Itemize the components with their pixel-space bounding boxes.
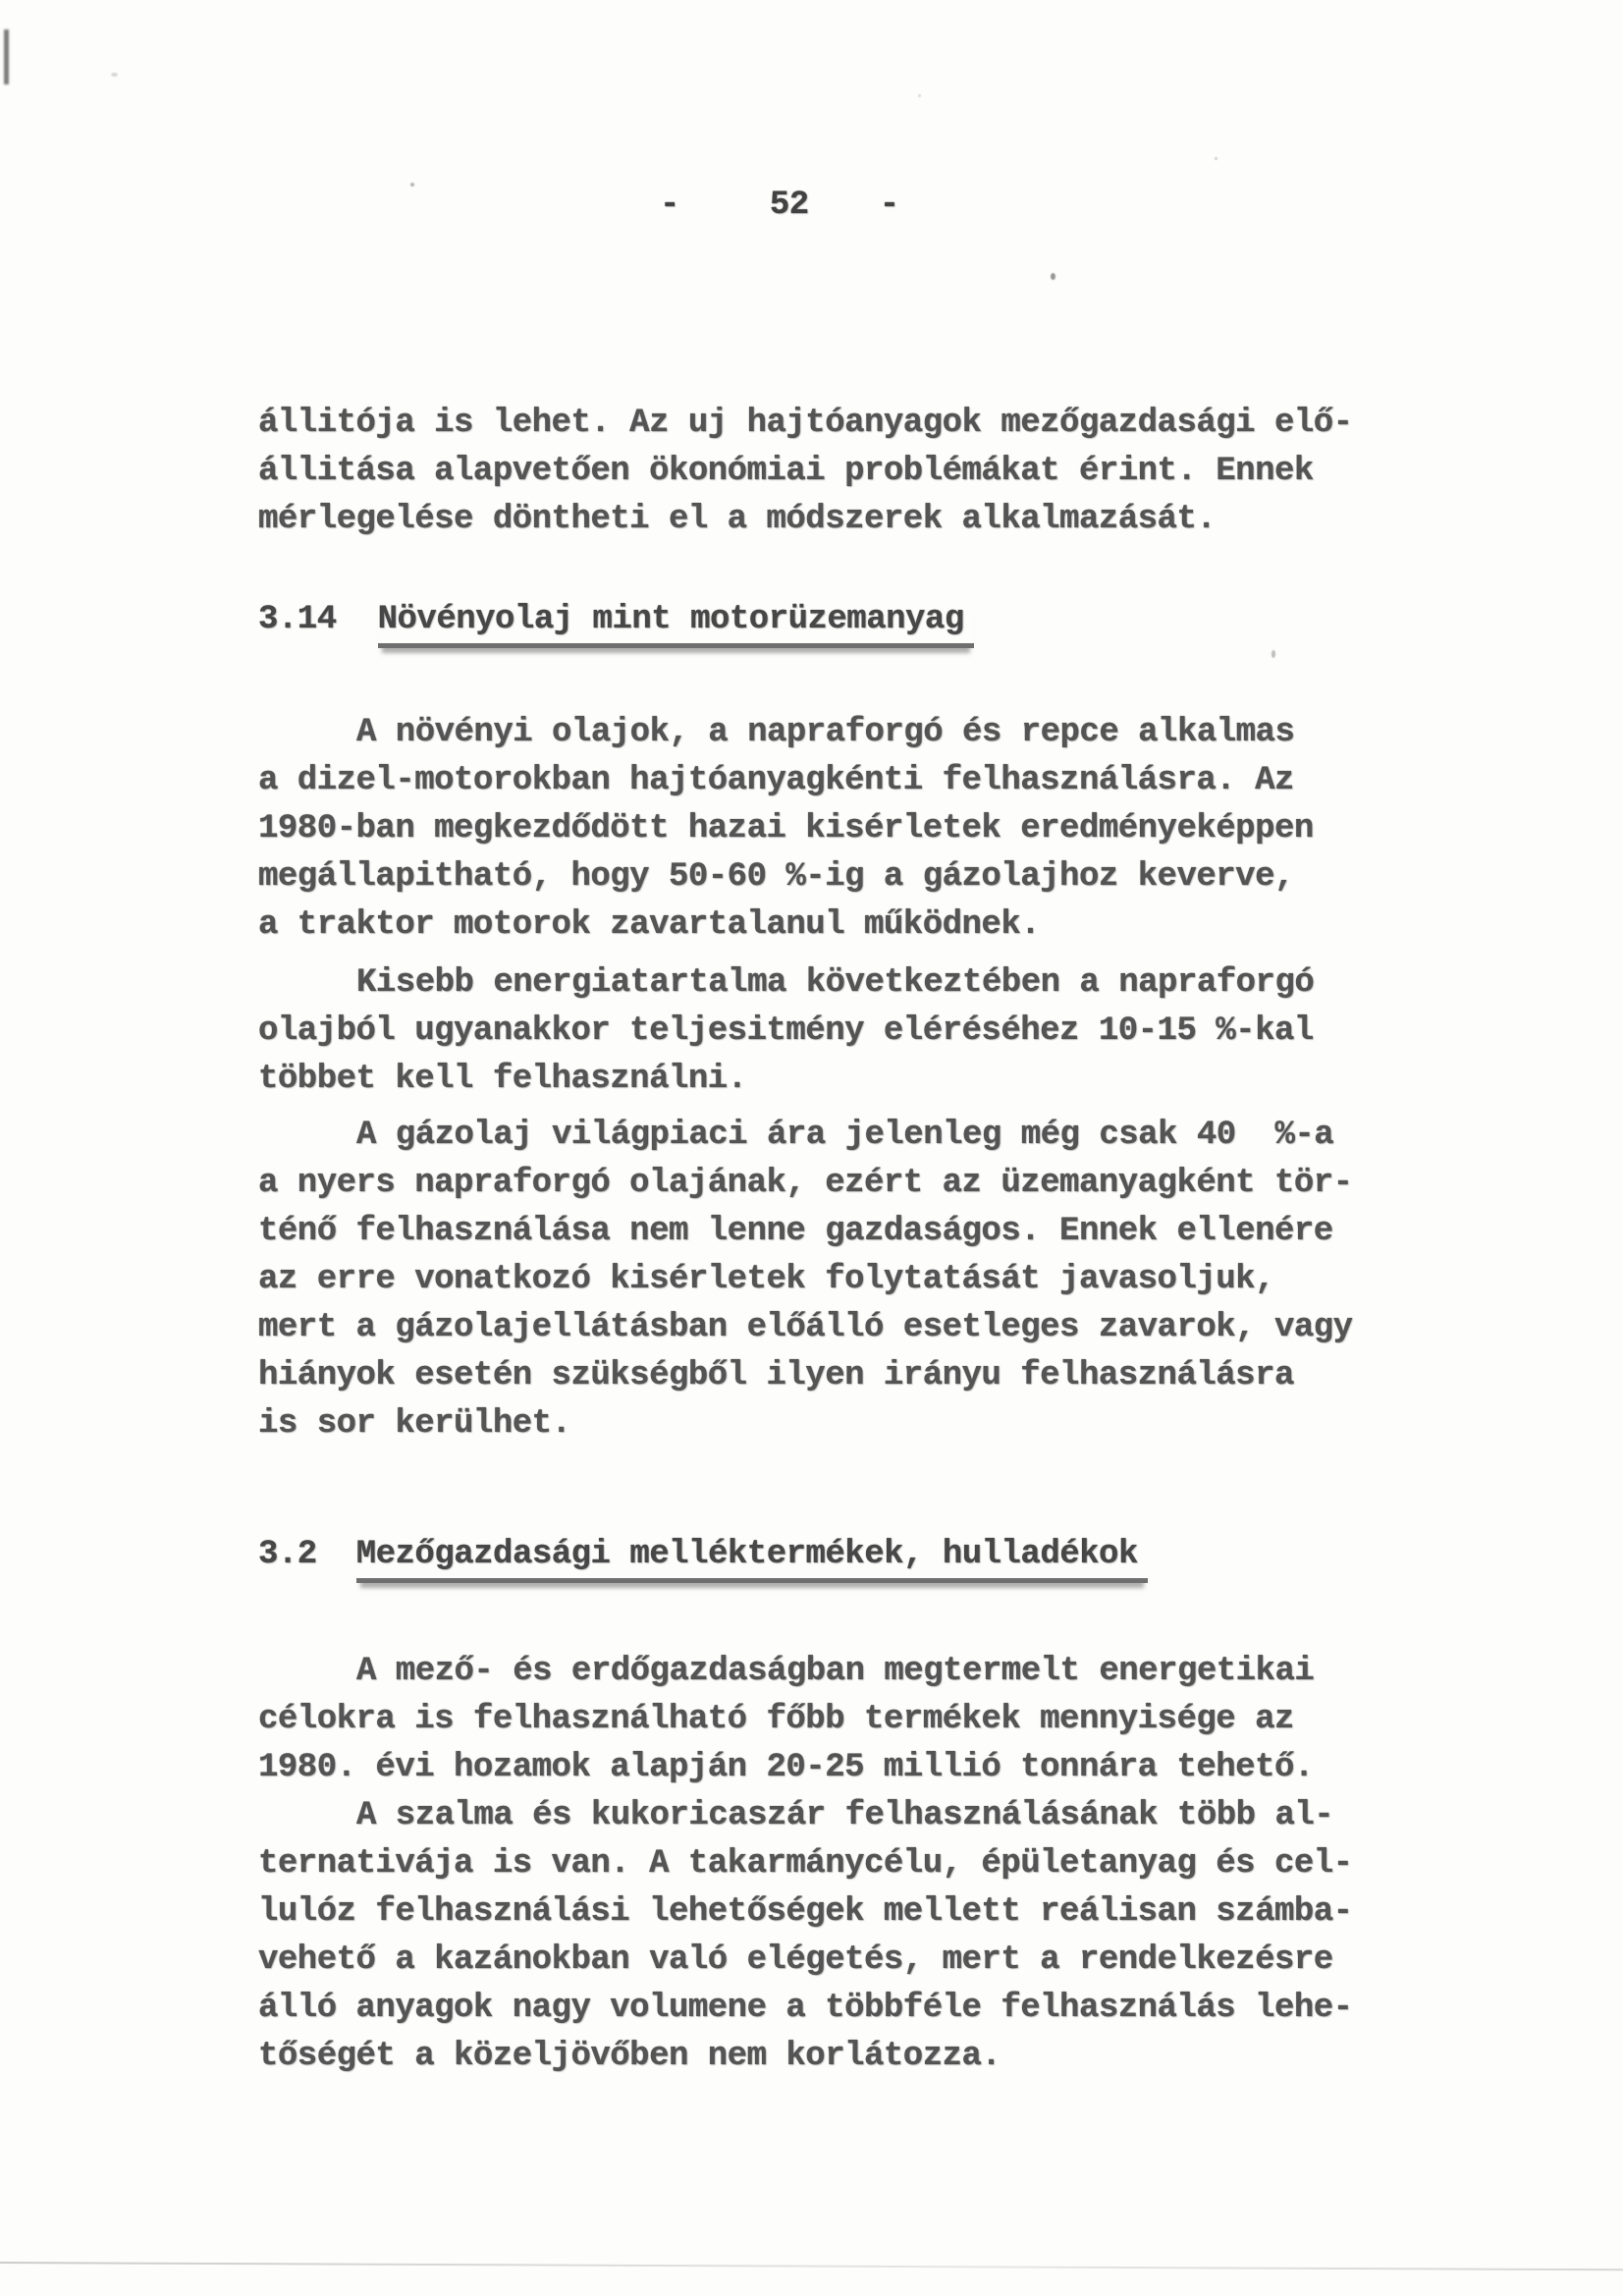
text-line: mert a gázolajellátásban előálló esetleges zavarok, vagy xyxy=(258,1309,1353,1346)
heading-number: 3.2 xyxy=(258,1536,317,1573)
page-number-value: 52 xyxy=(769,187,809,224)
text-line: hiányok esetén szükségből ilyen irányu felhasználásra xyxy=(258,1357,1294,1394)
text-line: 1980. évi hozamok alapján 20-25 millió tonnára tehető. xyxy=(258,1749,1314,1786)
text-line: A mező- és erdőgazdaságban megtermelt energetikai xyxy=(356,1653,1315,1690)
text-line: A növényi olajok, a napraforgó és repce alkalmas xyxy=(356,714,1295,751)
page-number-right-dash: - xyxy=(879,187,899,224)
text-line: ténő felhasználása nem lenne gazdaságos. Ennek ellenére xyxy=(258,1213,1333,1250)
ink-speck xyxy=(410,183,414,187)
ink-speck xyxy=(1051,273,1055,280)
text-line: A gázolaj világpiaci ára jelenleg még csak 40 %-a xyxy=(356,1117,1334,1154)
paragraph-energy-content xyxy=(258,959,1417,1104)
text-line: a traktor motorok zavartalanul működnek. xyxy=(258,906,1041,944)
section-heading-3-2 xyxy=(258,1536,1148,1583)
page-number-left-dash: - xyxy=(660,187,679,224)
page-number xyxy=(660,187,899,224)
text-line: álló anyagok nagy volumene a többféle felhasználás lehe- xyxy=(258,1990,1353,2027)
heading-title: Mezőgazdasági melléktermékek, hulladékok xyxy=(356,1536,1148,1583)
section-heading-3-14 xyxy=(258,601,974,648)
ink-speck xyxy=(1271,650,1275,658)
text-line: a dizel-motorokban hajtóanyagkénti felhasználásra. Az xyxy=(258,762,1294,799)
text-line: is sor kerülhet. xyxy=(258,1405,571,1443)
text-line: megállapitható, hogy 50-60 %-ig a gázolajhoz keverve, xyxy=(258,858,1294,896)
paragraph-straw xyxy=(258,1792,1417,2081)
text-line: többet kell felhasználni. xyxy=(258,1061,747,1098)
paragraph-byproducts xyxy=(258,1648,1417,1792)
text-line: állitása alapvetően ökonómiai problémákat érint. Ennek xyxy=(258,453,1314,490)
scan-crease-line xyxy=(0,2262,1623,2270)
text-line: A szalma és kukoricaszár felhasználásának több al- xyxy=(356,1797,1334,1834)
ink-speck xyxy=(1215,157,1217,160)
text-line: olajból ugyanakkor teljesitmény eléréséhez 10-15 %-kal xyxy=(258,1012,1314,1050)
paragraph-intro xyxy=(258,400,1417,544)
text-line: állitója is lehet. Az uj hajtóanyagok mezőgazdasági elő- xyxy=(258,405,1353,442)
text-line: mérlegelése döntheti el a módszerek alkalmazását. xyxy=(258,501,1217,538)
text-line: vehető a kazánokban való elégetés, mert a rendelkezésre xyxy=(258,1941,1333,1979)
ink-speck xyxy=(918,94,921,97)
text-line: ternativája is van. A takarmánycélu, épületanyag és cel- xyxy=(258,1845,1353,1883)
scan-edge-mark xyxy=(4,29,9,84)
ink-speck xyxy=(111,73,118,77)
text-line: tőségét a közeljövőben nem korlátozza. xyxy=(258,2038,1001,2075)
paragraph-vegetable-oils xyxy=(258,709,1417,950)
text-line: lulóz felhasználási lehetőségek mellett reálisan számba- xyxy=(258,1893,1353,1931)
text-line: a nyers napraforgó olajának, ezért az üzemanyagként tör- xyxy=(258,1165,1353,1202)
paragraph-world-price xyxy=(258,1112,1417,1449)
text-line: Kisebb energiatartalma következtében a napraforgó xyxy=(356,964,1315,1002)
heading-title: Növényolaj mint motorüzemanyag xyxy=(378,601,974,648)
text-line: az erre vonatkozó kisérletek folytatását javasoljuk, xyxy=(258,1261,1274,1298)
text-line: célokra is felhasználható főbb termékek mennyisége az xyxy=(258,1701,1294,1738)
text-line: 1980-ban megkezdődött hazai kisérletek eredményeképpen xyxy=(258,810,1314,847)
heading-number: 3.14 xyxy=(258,601,337,638)
